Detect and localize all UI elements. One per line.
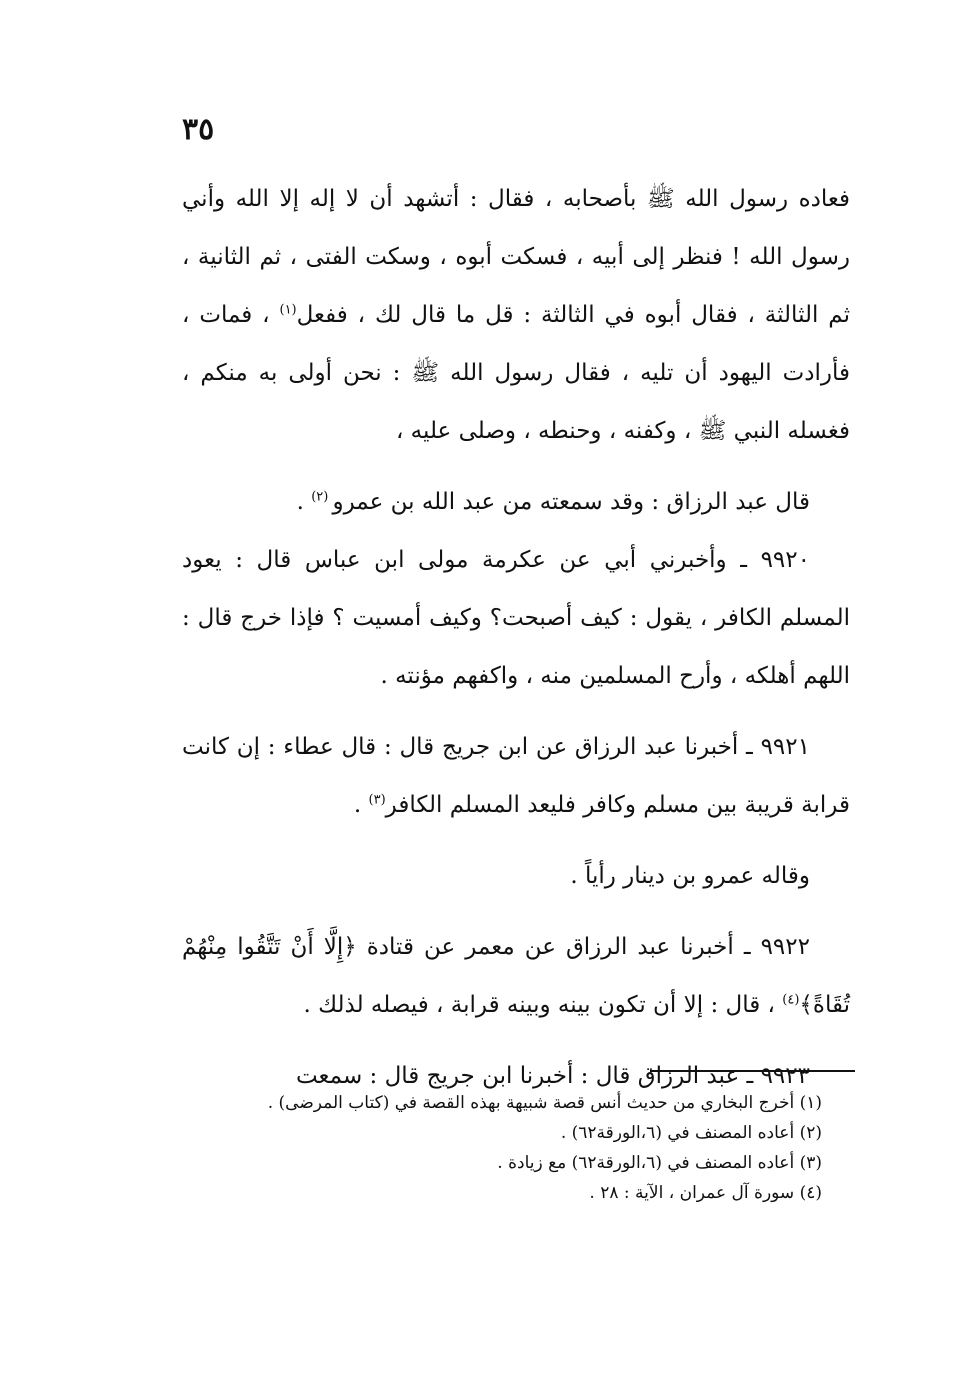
footnote-ref: (٣) <box>368 792 386 808</box>
footnote-4: (٤) سورة آل عمران ، الآية : ٢٨ . <box>589 1183 822 1203</box>
footnote-ref: (١) <box>279 302 297 318</box>
paragraph-4 <box>182 718 850 834</box>
footnote-ref: (٢) <box>311 489 333 505</box>
paragraph-tail: . <box>353 792 369 818</box>
paragraph-2 <box>182 473 850 531</box>
body-text <box>182 170 850 1105</box>
footnote-divider <box>650 1070 855 1072</box>
paragraph-text: فعاده رسول الله ﷺ بأصحابه ، فقال : أتشهد أن لا إله إلا الله وأني رسول الله ! فنظر إلى أبيه ، فسكت أبوه ، وسكت الفتى ، ثم الثانية ، ثم الثالثة ، فقال أبوه في الثالثة : قل ما قال لك ، ففعل <box>182 186 851 328</box>
paragraph-tail: . <box>296 489 312 515</box>
paragraph-text: وقاله عمرو بن دينار رأياً . <box>570 863 810 889</box>
paragraph-text: ٩٩٢١ ـ أخبرنا عبد الرزاق عن ابن جريج قال : قال عطاء : إن كانت قرابة قريبة بين مسلم وكافر فليعد المسلم الكافر <box>182 734 850 818</box>
paragraph-1 <box>182 170 850 460</box>
paragraph-tail: ، فمات ، فأرادت اليهود أن تليه ، فقال رسول الله ﷺ : نحن أولى به منكم ، فغسله النبي ﷺ ، وكفنه ، وحنطه ، وصلى عليه ، <box>182 302 850 444</box>
page-number: ٣٥ <box>182 112 215 147</box>
paragraph-text: ٩٩٢٠ ـ وأخبرني أبي عن عكرمة مولى ابن عباس قال : يعود المسلم الكافر ، يقول : كيف أصبحت؟ وكيف أمسيت ؟ فإذا خرج قال : اللهم أهلكه ، وأرح المسلمين منه ، واكفهم مؤنته . <box>182 547 850 689</box>
footnote-2: (٢) أعاده المصنف في (٦،الورقة٦٢) . <box>560 1123 822 1143</box>
footnotes <box>182 1088 822 1208</box>
paragraph-text: ٩٩٢٣ ـ عبد الرزاق قال : أخبرنا ابن جريج قال : سمعت <box>295 1063 810 1089</box>
paragraph-6 <box>182 918 850 1034</box>
paragraph-3 <box>182 531 850 705</box>
paragraph-text: ٩٩٢٢ ـ أخبرنا عبد الرزاق عن معمر عن قتادة ﴿إِلَّا أَنْ تَتَّقُوا مِنْهُمْ تُقَاةً﴾ <box>182 934 850 1018</box>
footnote-3: (٣) أعاده المصنف في (٦،الورقة٦٢) مع زيادة . <box>497 1153 822 1173</box>
footnote-1: (١) أخرج البخاري من حديث أنس قصة شبيهة بهذه القصة في (كتاب المرضى) . <box>267 1093 822 1113</box>
paragraph-5 <box>182 847 850 905</box>
paragraph-text: قال عبد الرزاق : وقد سمعته من عبد الله بن عمرو <box>332 489 810 515</box>
paragraph-tail: ، قال : إلا أن تكون بينه وبينه قرابة ، فيصله لذلك . <box>303 992 783 1018</box>
footnote-ref: (٤) <box>782 992 800 1008</box>
